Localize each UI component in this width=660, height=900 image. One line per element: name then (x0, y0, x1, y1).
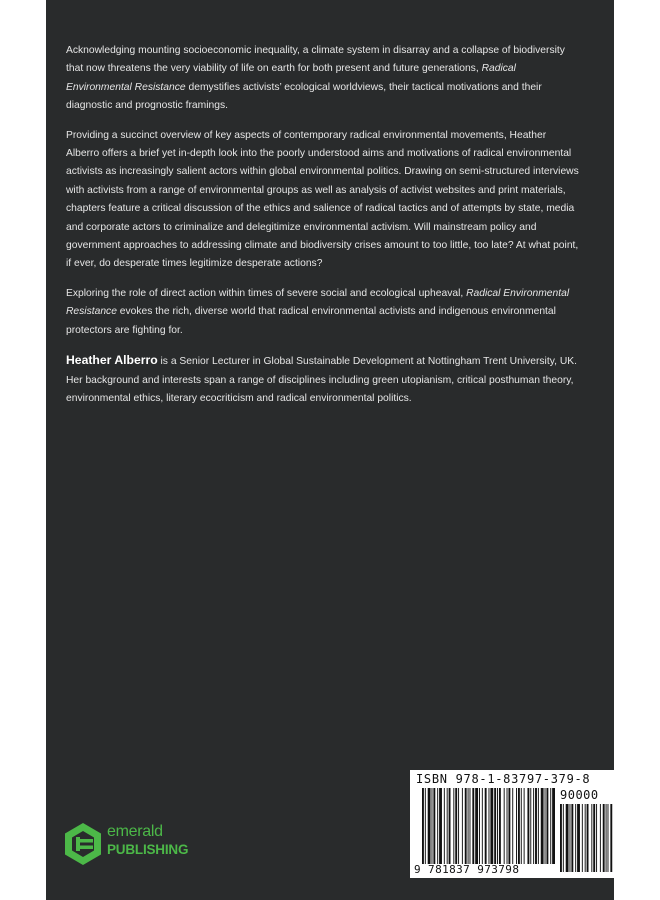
author-bio: Heather Alberro is a Senior Lecturer in Global Sustainable Development at Nottingham Trent University, UK. Her background and interests span a range of disciplines including green utopianism, critical posthuman theory, environmental ethics, literary ecocriticism and radical environmental politics. (66, 353, 577, 404)
barcode-bar (535, 788, 537, 864)
barcode-bar (608, 804, 609, 872)
barcode-bar (462, 788, 463, 864)
blurb-text (66, 42, 580, 419)
barcode-bar (482, 788, 483, 864)
barcode-bar (437, 788, 438, 864)
barcode-bar (507, 788, 508, 864)
publisher-logo (63, 822, 263, 866)
book-title-italic: Radical Environmental Resistance (66, 63, 516, 93)
barcode-bar (439, 788, 442, 864)
barcode-bar (521, 788, 522, 864)
barcode-bar (600, 804, 601, 872)
emerald-logo-icon (63, 822, 103, 866)
barcode-bar (475, 788, 478, 864)
barcode-bars-icon (410, 770, 617, 878)
barcode-bar (538, 788, 539, 864)
barcode-bar (453, 788, 454, 864)
blurb-paragraph-3: Exploring the role of direct action within times of severe social and ecological upheaval, Radical Environmental Resistance evokes the rich, diverse world that radical environmental activists and indigenous environmental protectors are fighting for. (66, 287, 570, 336)
barcode-bar (433, 788, 435, 864)
isbn-label: ISBN 978-1-83797-379-8 (416, 772, 591, 786)
barcode-bar (571, 804, 573, 872)
barcode-bar (563, 804, 564, 872)
barcode-bar (533, 788, 534, 864)
author-name: Heather Alberro (66, 353, 158, 368)
barcode-bar (527, 788, 529, 864)
barcode-bar (455, 788, 457, 864)
barcode-bar (575, 804, 576, 872)
barcode-bar (516, 788, 517, 864)
barcode-bar (550, 788, 551, 864)
barcode-bar (472, 788, 474, 864)
barcode-bar (603, 804, 605, 872)
barcode-bar (432, 788, 433, 864)
ean-digits: 9 781837 973798 (414, 863, 520, 876)
barcode-bar (508, 788, 510, 864)
barcode-bar (422, 788, 424, 864)
barcode-bar (499, 788, 501, 864)
barcode-bar (447, 788, 448, 864)
barcode-bar (468, 788, 469, 864)
publisher-name-line2: PUBLISHING (107, 842, 189, 857)
blurb-paragraph-2: Providing a succinct overview of key aspects of contemporary radical environmental movements, Heather Alberro offers a brief yet in-depth look into the poorly understood aims and motivations of radical environmental activists as increasingly salient actors within global environmental politics. Drawing on semi-structured interviews with activists from a range of environmental groups as well as analysis of activist websites and print materials, chapters feature a critical discussion of the ethics and salience of radical tactics and of attempts by state, media and corporate actors to criminalize and delegitimize environmental activism. Will mainstream policy and government approaches to addressing climate and biodiversity crises amount to too little, too late? At what point, if ever, do desperate times legitimize desperate actions? (66, 129, 579, 270)
barcode-bar (610, 804, 612, 872)
barcode-bar (552, 788, 555, 864)
barcode-bar (545, 788, 546, 864)
barcode-bar (512, 788, 513, 864)
barcode-bar (560, 804, 562, 872)
barcode-bar (425, 788, 426, 864)
barcode-bar (479, 788, 480, 864)
barcode-bar (470, 788, 471, 864)
barcode-bar (596, 804, 597, 872)
barcode-bar (593, 804, 595, 872)
barcode-bar (494, 788, 496, 864)
barcode-bar (570, 804, 571, 872)
barcode-box (410, 770, 617, 878)
barcode-bar (485, 788, 487, 864)
barcode-bar (465, 788, 467, 864)
barcode-bar (606, 804, 607, 872)
barcode-bar (497, 788, 498, 864)
barcode-bar (566, 804, 569, 872)
barcode-bar (591, 804, 592, 872)
barcode-bar (541, 788, 544, 864)
barcode-bar (490, 788, 493, 864)
barcode-bar (518, 788, 520, 864)
barcode-bar (458, 788, 459, 864)
book-title-italic: Radical Environmental Resistance (66, 287, 570, 318)
barcode-bar (577, 804, 580, 872)
publisher-name (107, 823, 188, 858)
barcode-bar (524, 788, 525, 864)
barcode-bar (489, 788, 490, 864)
barcode-bar (585, 804, 586, 872)
barcode-bar (546, 788, 548, 864)
barcode-bar (444, 788, 445, 864)
barcode-bar (587, 804, 589, 872)
price-code: 90000 (560, 788, 599, 802)
barcode-bar (582, 804, 583, 872)
barcode-bar (530, 788, 531, 864)
barcode-bar (428, 788, 431, 864)
barcode-bar (449, 788, 451, 864)
blurb-paragraph-1: Acknowledging mounting socioeconomic inequality, a climate system in disarray and a collapse of biodiversity that now threatens the very viability of life on earth for both present and future generations, Radical Environmental Resistance demystifies activists’ ecological worldviews, their tactical motivations and their diagnostic and prognostic framings. (66, 45, 565, 112)
barcode-bar (504, 788, 505, 864)
publisher-name-line1: emerald (107, 823, 163, 840)
